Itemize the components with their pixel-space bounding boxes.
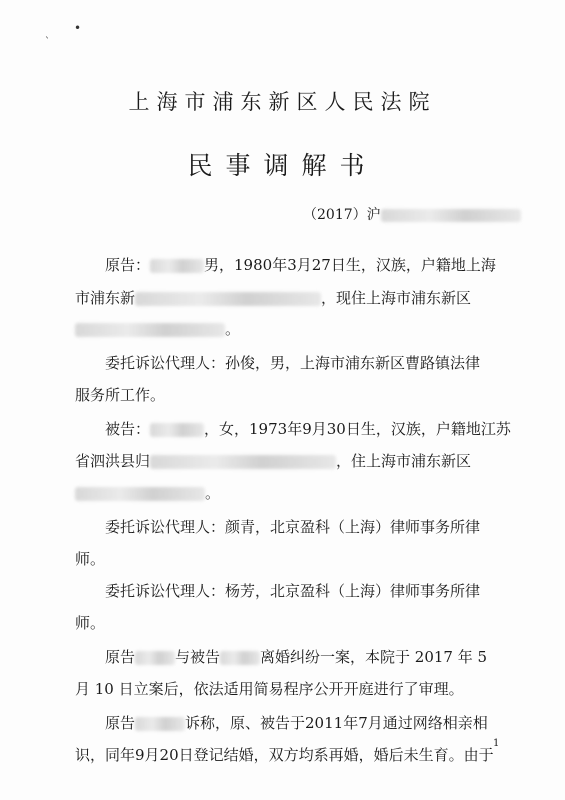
defendant-line-1: 被告： ，女，1973年9月30日生，汉族，户籍地江苏 xyxy=(105,420,511,438)
document-type-title: 民事调解书 xyxy=(187,151,378,180)
defendant-agent-1-line-2: 师。 xyxy=(75,550,106,568)
case-summary-line-2: 月 10 日立案后，依法适用简易程序公开开庭进行了审理。 xyxy=(75,680,464,698)
defendant-line-2: 省泗洪县归 ，住上海市浦东新区 xyxy=(75,452,472,470)
plaintiff-agent-line-1: 委托诉讼代理人：孙俊，男，上海市浦东新区曹路镇法律 xyxy=(105,354,481,372)
plaintiff-line-1: 原告： 男，1980年3月27日生，汉族，户籍地上海 xyxy=(105,256,496,274)
redacted-name xyxy=(150,259,204,273)
redacted-name xyxy=(135,651,175,665)
redacted-address xyxy=(75,323,225,337)
redacted-case-number xyxy=(381,209,521,222)
defendant-agent-2-line-1: 委托诉讼代理人：杨芳，北京盈科（上海）律师事务所律 xyxy=(105,582,481,600)
redacted-name xyxy=(220,651,260,665)
redacted-address xyxy=(135,292,321,306)
case-number xyxy=(303,204,521,224)
scan-speck: ` xyxy=(45,37,50,48)
scan-speck: • xyxy=(74,21,82,35)
redacted-address xyxy=(75,487,205,501)
case-number-prefix: （2017）沪 xyxy=(303,207,381,223)
defendant-line-3: 。 xyxy=(75,482,220,503)
court-name: 上海市浦东新区人民法院 xyxy=(128,90,437,114)
defendant-agent-1-line-1: 委托诉讼代理人：颜青，北京盈科（上海）律师事务所律 xyxy=(105,518,481,536)
defendant-agent-2-line-2: 师。 xyxy=(75,614,106,632)
plaintiff-line-3: 。 xyxy=(75,318,240,339)
claim-line-1: 原告 诉称，原、被告于2011年7月通过网络相亲相 xyxy=(105,714,488,732)
case-summary-line-1: 原告 与被告 离婚纠纷一案，本院于 2017 年 5 xyxy=(105,648,488,666)
page-number: 1 xyxy=(493,738,500,749)
redacted-name xyxy=(135,717,185,731)
claim-line-2: 识，同年9月20日登记结婚，双方均系再婚，婚后未生育。由于 xyxy=(75,746,494,764)
plaintiff-agent-line-2: 服务所工作。 xyxy=(75,386,166,404)
redacted-address xyxy=(150,455,336,469)
redacted-name xyxy=(150,423,204,437)
plaintiff-line-2: 市浦东新 ，现住上海市浦东新区 xyxy=(75,289,472,307)
